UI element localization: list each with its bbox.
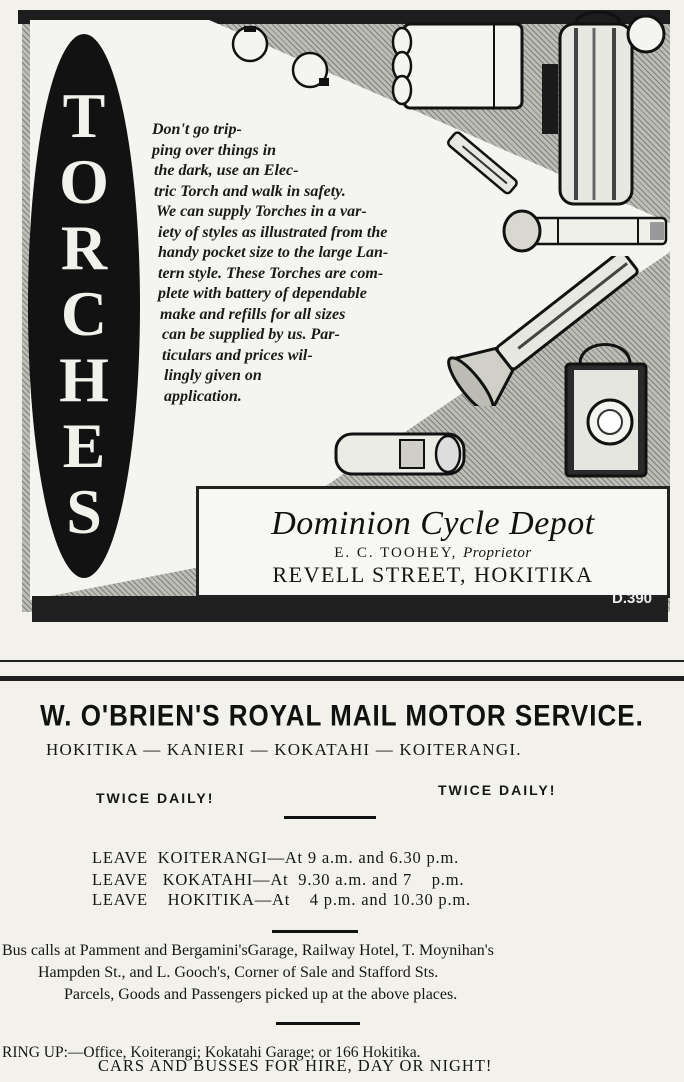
pocket-torch-illustration	[436, 118, 526, 208]
title-letter: T	[62, 80, 106, 151]
copy-line: ping over things in	[152, 141, 277, 159]
title-letter: E	[62, 410, 106, 481]
flat-torch-illustration	[330, 424, 470, 486]
short-rule	[276, 1022, 360, 1025]
proprietor-name: E. C. TOOHEY,	[334, 545, 458, 561]
schedule-line: LEAVE KOKATAHI—At 9.30 a.m. and 7 p.m.	[92, 870, 465, 889]
short-rule	[284, 816, 376, 819]
bottom-border-band	[32, 596, 668, 622]
copy-line: ticulars and prices wil-	[162, 346, 313, 364]
notes-line: Bus calls at Pamment and Bergamini'sGarage, Railway Hotel, T. Moynihan's	[2, 942, 494, 959]
copy-line: tern style. These Torches are com-	[158, 264, 384, 282]
copy-line: make and refills for all sizes	[160, 305, 346, 323]
shop-name: Dominion Cycle Depot	[271, 505, 595, 542]
shop-name-box	[196, 486, 670, 598]
copy-line: the dark, use an Elec-	[154, 162, 299, 179]
title-letter: H	[59, 344, 109, 415]
square-lantern-illustration	[560, 336, 650, 486]
title-letter: S	[66, 476, 102, 547]
schedule-line: LEAVE HOKITIKA—At 4 p.m. and 10.30 p.m.	[92, 890, 471, 909]
ad-code: D.390	[612, 590, 653, 607]
copy-line: handy pocket size to the large Lan-	[158, 244, 389, 261]
notes-line: Hampden St., and L. Gooch's, Corner of Sale and Stafford Sts.	[38, 964, 439, 981]
contact-line: RING UP:—Office, Koiterangi; Kokatahi Garage; or 166 Hokitika.	[2, 1044, 421, 1061]
copy-line: lingly given on	[164, 367, 262, 384]
notes-line: Parcels, Goods and Passengers picked up at the above places.	[64, 986, 458, 1003]
column-rule-thick	[0, 676, 684, 681]
copy-line: can be supplied by us. Par-	[162, 326, 340, 343]
title-letter: R	[60, 212, 108, 283]
proprietor-line	[199, 545, 667, 562]
copy-line: tric Torch and walk in safety.	[154, 182, 346, 200]
bulbs-illustration	[226, 22, 346, 92]
copy-line: Don't go trip-	[152, 121, 242, 138]
twice-daily-left: TWICE DAILY!	[96, 790, 215, 806]
title-letter: C	[60, 278, 108, 349]
battery-illustration	[388, 20, 528, 112]
copy-line: plete with battery of dependable	[158, 285, 367, 302]
column-rule	[0, 660, 684, 662]
copy-line: iety of styles as illustrated from the	[158, 223, 388, 241]
torches-vertical-title	[28, 80, 140, 547]
title-letter: O	[59, 146, 109, 217]
lantern-tube-illustration	[536, 4, 670, 214]
short-rule	[272, 930, 358, 933]
hire-line: CARS AND BUSSES FOR HIRE, DAY OR NIGHT!	[98, 1056, 493, 1075]
schedule-line: LEAVE KOITERANGI—At 9 a.m. and 6.30 p.m.	[92, 848, 460, 867]
proprietor-title: Proprietor	[463, 545, 532, 561]
route-line: HOKITIKA — KANIERI — KOKATAHI — KOITERANGI.	[46, 740, 522, 759]
shop-address: REVELL STREET, HOKITIKA	[272, 562, 594, 587]
tubular-torch-illustration	[500, 208, 672, 260]
copy-line: application.	[164, 387, 242, 405]
copy-line: We can supply Torches in a var-	[156, 203, 367, 220]
twice-daily-right: TWICE DAILY!	[438, 782, 557, 798]
service-title: W. O'BRIEN'S ROYAL MAIL MOTOR SERVICE.	[40, 697, 644, 733]
